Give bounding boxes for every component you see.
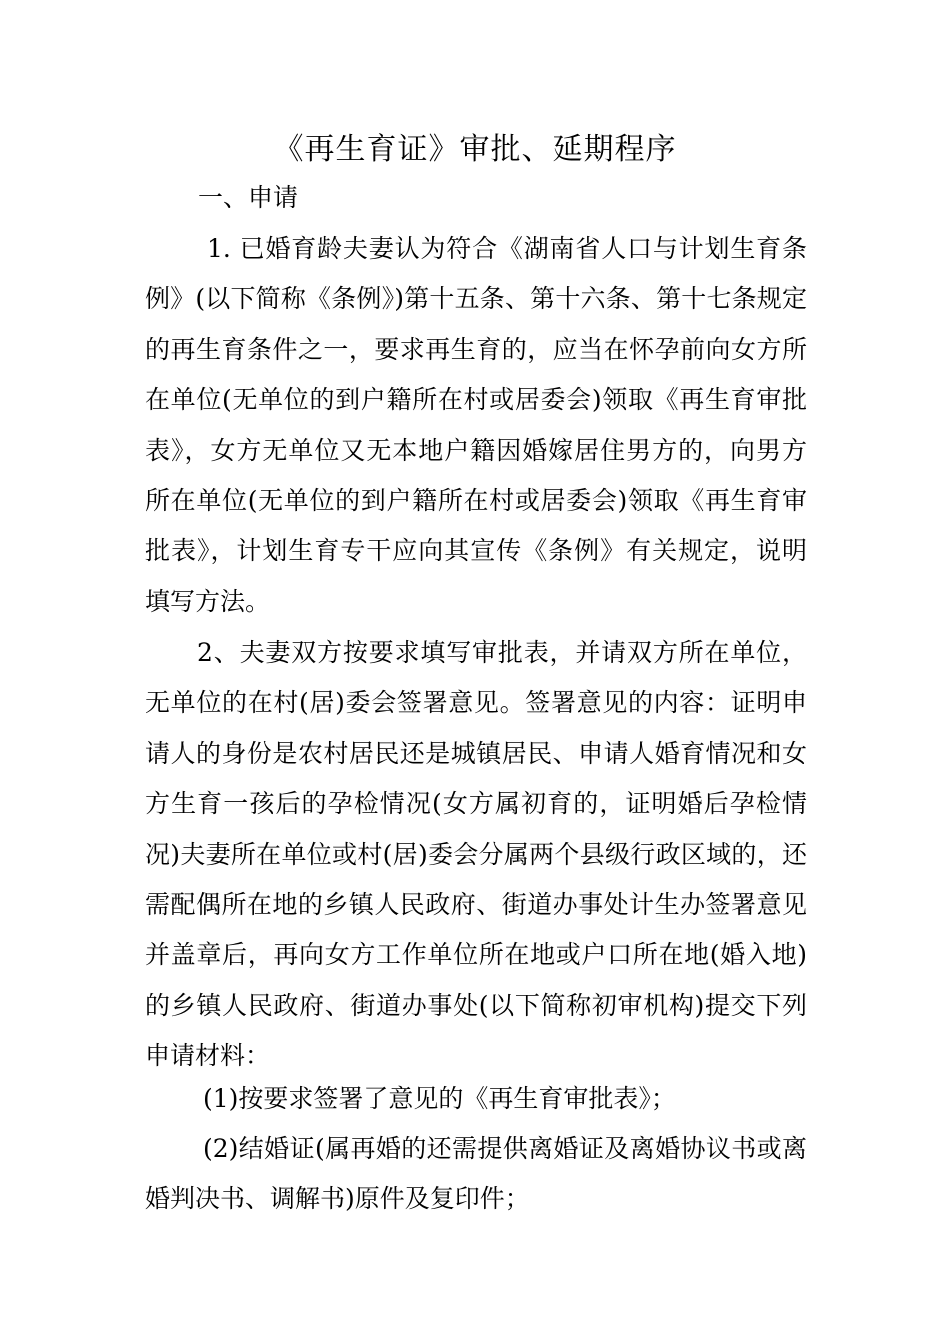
- paragraph-2: 2、夫妻双方按要求填写审批表，并请双方所在单位，无单位的在村(居)委会签署意见。签署意见的内容：证明申请人的身份是农村居民还是城镇居民、申请人婚育情况和女方生育一孩后的孕检情况(女方属初育的，证明婚后孕检情况)夫妻所在单位或村(居)委会分属两个县级行政区域的，还需配偶所在地的乡镇人民政府、街道办事处计生办签署意见并盖章后，再向女方工作单位所在地或户口所在地(婚入地)的乡镇人民政府、街道办事处(以下简称初审机构)提交下列申请材料：: [145, 638, 807, 1071]
- document-title: 《再生育证》审批、延期程序: [273, 132, 677, 167]
- paragraph-1: 1. 已婚育龄夫妻认为符合《湖南省人口与计划生育条例》(以下简称《条例》)第十五条、第十六条、第十七条规定的再生育条件之一，要求再生育的，应当在怀孕前向女方所在单位(无单位的到户籍所在村或居委会)领取《再生育审批表》，女方无单位又无本地户籍因婚嫁居住男方的，向男方所在单位(无单位的到户籍所在村或居委会)领取《再生育审批表》，计划生育专干应向其宣传《条例》有关规定，说明填写方法。: [145, 234, 807, 616]
- list-item-1: (1)按要求签署了意见的《再生育审批表》；: [203, 1084, 676, 1113]
- section-heading-application: 一、申请: [198, 183, 299, 212]
- list-item-2: (2)结婚证(属再婚的还需提供离婚证及离婚协议书或离婚判决书、调解书)原件及复印件；: [145, 1134, 807, 1214]
